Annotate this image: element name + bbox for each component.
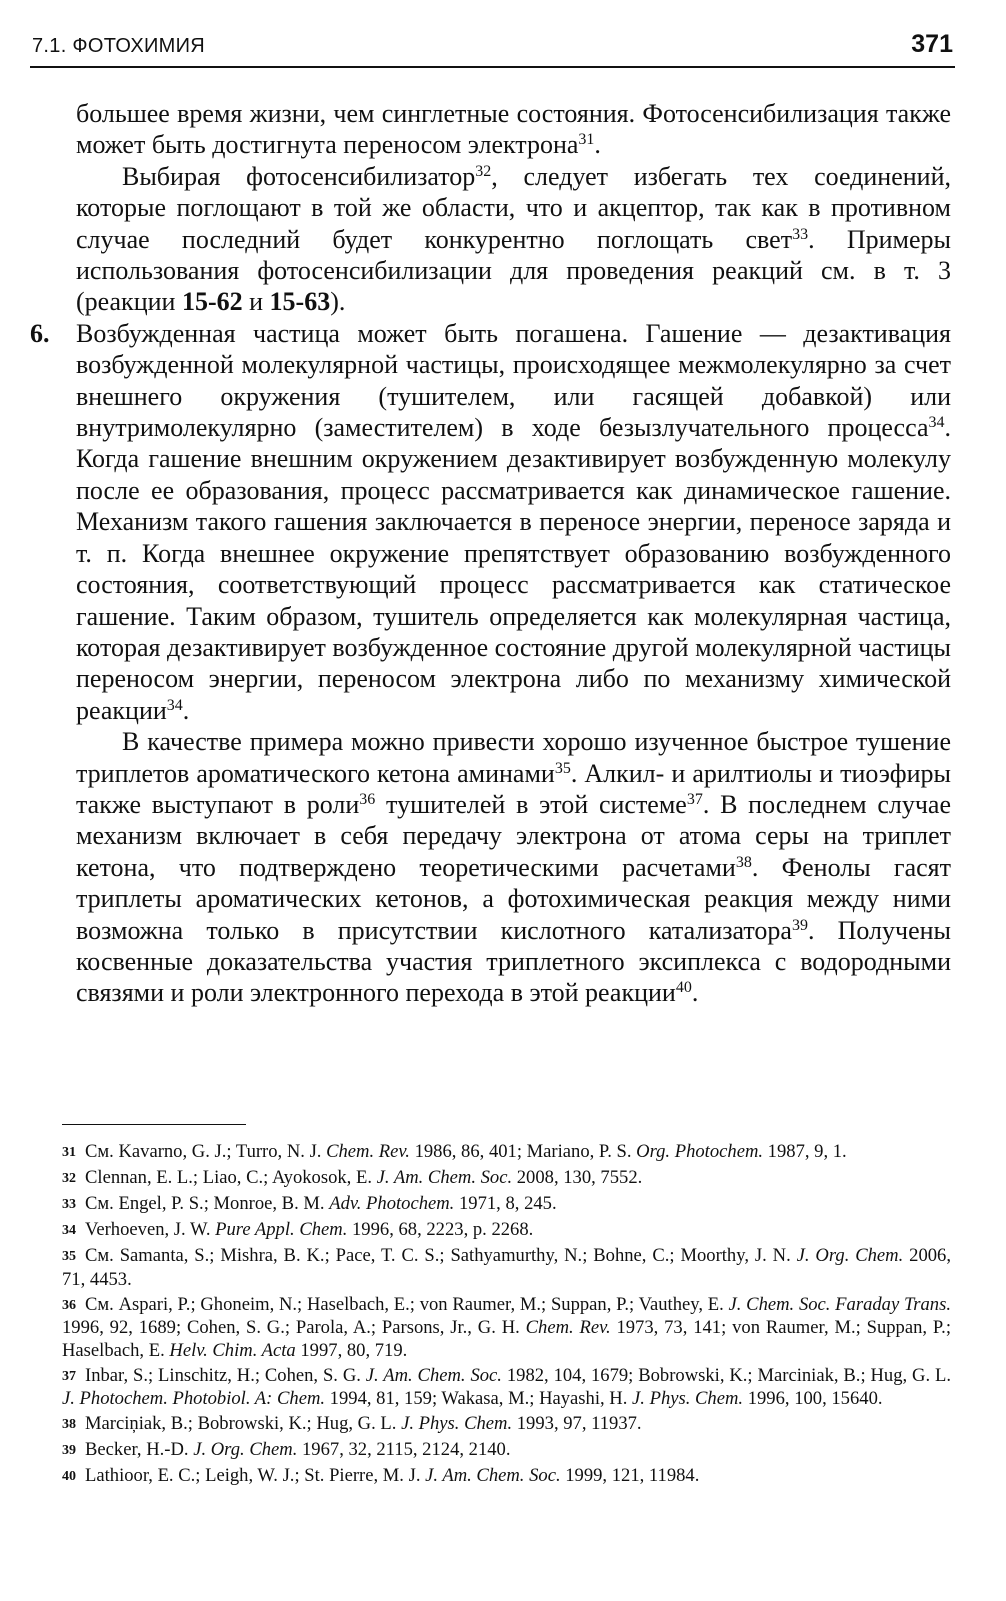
list-item-number: 6. bbox=[30, 318, 50, 348]
footnote-number: 31 bbox=[62, 1145, 76, 1160]
text-run: Marciņiak, B.; Bobrowski, K.; Hug, G. L. bbox=[85, 1413, 402, 1434]
text-run: 1986, 86, 401; Mariano, P. S. bbox=[409, 1141, 637, 1162]
paragraph-quenching bbox=[76, 318, 951, 726]
text-run: Verhoeven, J. W. bbox=[85, 1219, 216, 1240]
paragraph-continuation bbox=[76, 98, 951, 161]
page-number: 371 bbox=[911, 30, 953, 58]
journal-title: Adv. Photochem. bbox=[329, 1193, 455, 1214]
main-text bbox=[30, 98, 952, 1009]
text-run: 1987, 9, 1. bbox=[763, 1141, 847, 1162]
footnote-number: 39 bbox=[62, 1443, 76, 1458]
text-run: большее время жизни, чем синглетные состояния. Фотосенсибилизация также может быть достигнута переносом электрона bbox=[76, 99, 951, 160]
footnote-reference: 37 bbox=[686, 790, 703, 808]
text-run: Выбирая фотосенсибилизатор bbox=[122, 161, 476, 191]
footnote-number: 40 bbox=[62, 1469, 76, 1484]
text-run: 2006, 71, 4453. bbox=[62, 1245, 951, 1290]
footnote-36 bbox=[62, 1294, 951, 1363]
text-run: 1996, 68, 2223, p. 2268. bbox=[347, 1219, 534, 1240]
text-run: 1999, 121, 11984. bbox=[560, 1465, 700, 1486]
footnote-reference: 35 bbox=[554, 759, 571, 777]
text-run: См. Engel, P. S.; Monroe, B. M. bbox=[85, 1193, 330, 1214]
text-run: 1967, 32, 2115, 2124, 2140. bbox=[297, 1439, 511, 1460]
text-run: См. Kavarno, G. J.; Turro, N. J. bbox=[85, 1141, 327, 1162]
reaction-number: 15-62 bbox=[181, 287, 243, 317]
footnote-31 bbox=[62, 1141, 951, 1165]
text-run: В качестве примера можно привести хорошо изученное быстрое тушение триплетов ароматического кетона аминами bbox=[76, 727, 951, 788]
text-run: Inbar, S.; Linschitz, H.; Cohen, S. G. bbox=[85, 1364, 366, 1386]
list-item-6 bbox=[30, 318, 951, 726]
journal-title: J. Am. Chem. Soc. bbox=[425, 1465, 561, 1486]
journal-title: J. Org. Chem. bbox=[796, 1245, 904, 1266]
text-run: и bbox=[242, 287, 270, 317]
text-run: . Когда гашение внешним окружением дезактивирует возбужденную молекулу после ее образования, процесс рассматривается как динамическое гашение. Механизм такого гашения заключается в переносе энергии, переносе заряда и т. п. Когда внешнее окружение препятствует образованию возбужденного состояния, соответствующий процесс рассматривается как статическое гашение. Таким образом, тушитель определяется как молекулярная частица, которая дезактивирует возбужденное состояние другой молекулярной частицы переносом энергии, переносом электрона либо по механизму химической реакции bbox=[76, 413, 951, 725]
footnote-35 bbox=[62, 1245, 951, 1291]
footnote-number: 34 bbox=[62, 1223, 76, 1238]
journal-title: Pure Appl. Chem. bbox=[215, 1219, 348, 1240]
footnote-number: 38 bbox=[62, 1417, 76, 1432]
footnote-39 bbox=[62, 1439, 951, 1463]
text-run: 1996, 100, 15640. bbox=[743, 1388, 883, 1409]
text-run: 1993, 97, 11937. bbox=[512, 1413, 642, 1434]
footnote-reference: 33 bbox=[792, 225, 809, 243]
journal-title: J. Org. Chem. bbox=[193, 1439, 298, 1460]
text-run: 1994, 81, 159; Wakasa, M.; Hayashi, H. bbox=[325, 1388, 633, 1409]
paragraph-photosensitizer bbox=[76, 161, 951, 318]
text-run: . bbox=[182, 695, 190, 725]
page-header bbox=[30, 30, 955, 68]
book-page bbox=[30, 0, 955, 1601]
journal-title: Chem. Rev. bbox=[326, 1141, 410, 1162]
footnotes bbox=[62, 1141, 951, 1491]
footnote-34 bbox=[62, 1219, 951, 1243]
footnote-reference: 38 bbox=[735, 853, 752, 871]
running-head: 7.1. ФОТОХИМИЯ bbox=[32, 35, 206, 57]
footnote-number: 37 bbox=[62, 1368, 76, 1384]
journal-title: Chem. Rev. bbox=[525, 1317, 611, 1338]
reaction-number: 15-63 bbox=[269, 287, 331, 317]
footnote-38 bbox=[62, 1413, 951, 1437]
footnote-40 bbox=[62, 1465, 951, 1489]
journal-title: J. Phys. Chem. bbox=[401, 1413, 513, 1434]
journal-title: J. Am. Chem. Soc. bbox=[376, 1167, 513, 1188]
footnote-number: 36 bbox=[62, 1297, 76, 1313]
text-run: . Фенолы гасят триплеты ароматических кетонов, а фотохимическая реакция между ними возможна только в присутствии кислотного катализатора bbox=[76, 852, 951, 945]
text-run: . Примеры использования фотосенсибилизации для проведения реакций см. в т. 3 (реакции bbox=[76, 224, 951, 317]
text-run: , следует избегать тех соединений, которые поглощают в той же области, что и акцептор, так как в противном случае последний будет конкурентно поглощать свет bbox=[76, 161, 951, 254]
text-run: 1971, 8, 245. bbox=[454, 1193, 557, 1214]
text-run: . Алкил- и арилтиолы и тиоэфиры также выступают в роли bbox=[76, 758, 951, 819]
text-run: . bbox=[691, 978, 699, 1008]
text-run: Clennan, E. L.; Liao, C.; Ayokosok, E. bbox=[85, 1167, 377, 1188]
text-run: ). bbox=[330, 287, 346, 317]
text-run: тушителей в этой системе bbox=[375, 789, 687, 819]
text-run: . В последнем случае механизм включает в себя передачу электрона от атома серы на триплет кетона, что подтверждено теоретическими расчетами bbox=[76, 789, 952, 882]
footnote-reference: 39 bbox=[791, 916, 808, 934]
footnote-reference: 40 bbox=[675, 979, 692, 997]
text-run: Возбужденная частица может быть погашена. Гашение — дезактивация возбужденной молекулярной частицы, происходящее межмолекулярно за счет внешнего окружения (тушителем, или гасящей добавкой) или внутримолекулярно (заместителем) в ходе безызлучательного процесса bbox=[76, 318, 951, 443]
text-run: 1996, 92, 1689; Cohen, S. G.; Parola, A.; Parsons, Jr., G. H. bbox=[62, 1317, 526, 1338]
journal-title: J. Chem. Soc. Faraday Trans. bbox=[728, 1293, 951, 1315]
text-run: 1982, 104, 1679; Bobrowski, K.; Marciniak, B.; Hug, G. L. bbox=[501, 1364, 952, 1386]
footnote-33 bbox=[62, 1193, 951, 1217]
footnote-number: 32 bbox=[62, 1171, 76, 1186]
footnote-reference: 31 bbox=[578, 131, 595, 149]
text-run: Lathioor, E. C.; Leigh, W. J.; St. Pierre, M. J. bbox=[85, 1465, 426, 1486]
footnote-number: 33 bbox=[62, 1197, 76, 1212]
journal-title: Helv. Chim. Acta bbox=[169, 1339, 296, 1361]
text-run: . bbox=[594, 130, 601, 160]
journal-title: Org. Photochem. bbox=[636, 1141, 764, 1162]
text-run: См. Aspari, P.; Ghoneim, N.; Haselbach, E.; von Raumer, M.; Suppan, P.; Vauthey, E. bbox=[85, 1293, 729, 1315]
journal-title: J. Photochem. Photobiol. A: Chem. bbox=[62, 1388, 326, 1409]
footnote-number: 35 bbox=[62, 1249, 76, 1264]
text-run: . Получены косвенные доказательства участия триплетного эксиплекса с водородными связями и роли электронного перехода в этой реакции bbox=[76, 915, 951, 1008]
footnote-reference: 36 bbox=[359, 790, 376, 808]
journal-title: J. Phys. Chem. bbox=[632, 1388, 744, 1409]
footnote-separator bbox=[62, 1124, 246, 1125]
paragraph-example bbox=[76, 726, 951, 1009]
journal-title: J. Am. Chem. Soc. bbox=[365, 1364, 502, 1386]
text-run: 2008, 130, 7552. bbox=[512, 1167, 643, 1188]
text-run: Becker, H.-D. bbox=[85, 1439, 194, 1460]
text-run: 1973, 73, 141; von Raumer, M.; Suppan, P.; Haselbach, E. bbox=[62, 1317, 951, 1361]
footnote-32 bbox=[62, 1167, 951, 1191]
footnote-reference: 32 bbox=[475, 162, 492, 180]
footnote-reference: 34 bbox=[166, 696, 183, 714]
text-run: 1997, 80, 719. bbox=[295, 1339, 408, 1361]
footnote-reference: 34 bbox=[928, 414, 945, 432]
footnote-37 bbox=[62, 1365, 951, 1411]
text-run: См. Samanta, S.; Mishra, B. K.; Pace, T. C. S.; Sathyamurthy, N.; Bohne, C.; Moorthy, J. N. bbox=[85, 1245, 797, 1266]
